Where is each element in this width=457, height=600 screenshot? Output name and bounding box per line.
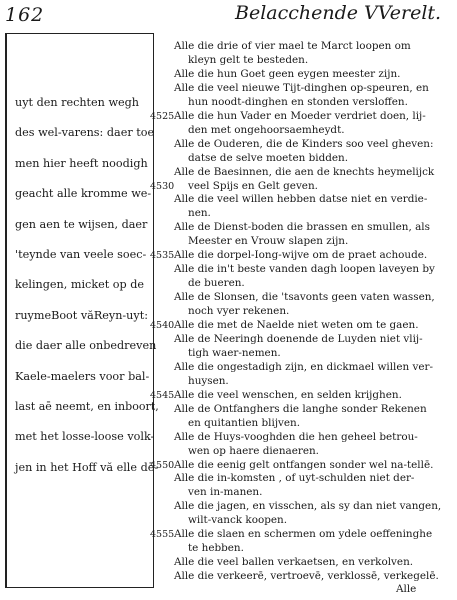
text-line: Alle die hun Vader en Moeder verdriet doen, lij- bbox=[174, 109, 426, 122]
text-line: Alle die met de Naelde niet weten om te gaen. bbox=[174, 319, 419, 331]
margin-line: jen in het Hoff vă elle dē- bbox=[15, 460, 159, 474]
margin-line: Kaele-maelers voor bal- bbox=[15, 369, 150, 383]
text-line: hun noodt-dinghen en stonden versloffen. bbox=[188, 95, 408, 108]
line-number: 4530 bbox=[150, 180, 175, 192]
line-number: 4550 bbox=[150, 459, 175, 471]
text-line: Alle de Baesinnen, die aen de knechts heymelijck bbox=[174, 165, 435, 178]
margin-line: 'teynde van veele soec- bbox=[15, 248, 147, 261]
text-line: Alle die veel wenschen, en selden krijghen. bbox=[174, 388, 402, 401]
text-line: noch vyer rekenen. bbox=[188, 305, 290, 318]
text-line: Alle die veel willen hebben datse niet en verdie- bbox=[174, 193, 428, 206]
text-line: Alle die in't beste vanden dagh loopen laveyen by bbox=[174, 263, 435, 276]
catchword: Alle bbox=[396, 583, 417, 595]
text-line: Alle de Neeringh doenende de Luyden niet vlij- bbox=[174, 332, 423, 345]
text-line: huysen. bbox=[188, 374, 229, 387]
text-line: Alle die ongestadigh zijn, en dickmael willen ver- bbox=[174, 360, 433, 373]
margin-line: ruymeBoot văReyn-uyt: bbox=[15, 308, 148, 322]
text-line: Alle die jagen, en visschen, als sy dan niet vangen, bbox=[174, 500, 442, 513]
text-line: Alle die slaen en schermen om ydele oeffeninghe bbox=[174, 528, 433, 541]
text-line: Alle de Ontfanghers die langhe sonder Rekenen bbox=[174, 402, 427, 415]
margin-line: men hier heeft noodigh bbox=[15, 156, 148, 170]
line-number: 4545 bbox=[150, 389, 175, 401]
text-line: Alle die verkeerē, vertroevē, verklossē, verkegelē. bbox=[174, 570, 439, 583]
text-line: Alle die in-komsten , of uyt-schulden niet der- bbox=[174, 472, 415, 485]
text-line: Alle die veel ballen verkaetsen, en verkolven. bbox=[174, 556, 414, 569]
margin-line: die daer alle onbedreven bbox=[15, 339, 157, 353]
margin-line: des wel-varens: daer toe bbox=[15, 126, 155, 140]
text-line: Alle de Huys-vooghden die hen geheel betrou- bbox=[174, 430, 418, 443]
text-line: de bueren. bbox=[188, 277, 245, 290]
text-line: Alle die hun Goet geen eygen meester zijn. bbox=[174, 67, 401, 80]
running-title: Belacchende VVerelt. bbox=[235, 2, 442, 24]
text-line: te hebben. bbox=[188, 542, 244, 555]
margin-line: met het losse-loose volk- bbox=[15, 430, 155, 444]
line-number: 4535 bbox=[150, 250, 175, 262]
line-number: 4555 bbox=[150, 529, 175, 541]
text-line: Alle de Slonsen, die 'tsavonts geen vaten wassen, bbox=[174, 291, 435, 304]
line-number: 4540 bbox=[150, 320, 175, 331]
text-line: ven in-manen. bbox=[188, 486, 263, 499]
text-line: Alle die drie of vier mael te Marct loopen om bbox=[174, 40, 411, 52]
margin-line: geacht alle kromme we- bbox=[15, 187, 152, 201]
text-line: en quitantien blijven. bbox=[188, 416, 301, 429]
text-line: kleyn gelt te besteden. bbox=[188, 53, 309, 66]
text-line: veel Spijs en Gelt geven. bbox=[188, 179, 318, 192]
text-line: Alle de Ouderen, die de Kinders soo veel gheven: bbox=[174, 137, 434, 150]
page-number: 162 bbox=[5, 4, 45, 26]
text-line: Alle die dorpel-Iong-wijve om de praet achoude. bbox=[174, 249, 428, 262]
text-line: tigh waer-nemen. bbox=[188, 346, 281, 359]
text-line: Meester en Vrouw slapen zijn. bbox=[188, 235, 349, 248]
text-line: Alle die eenig gelt ontfangen sonder wel na-tellē. bbox=[174, 458, 434, 471]
text-line: den met ongehoorsaemheydt. bbox=[188, 123, 345, 136]
line-number: 4525 bbox=[150, 110, 175, 122]
margin-line: kelingen, micket op de bbox=[15, 278, 145, 292]
margin-line: last aē neemt, en inboort, bbox=[15, 400, 159, 413]
text-line: Alle de Dienst-boden die brassen en smullen, als bbox=[174, 221, 430, 234]
text-line: datse de selve moeten bidden. bbox=[188, 151, 349, 164]
text-line: wen op haere dienaeren. bbox=[188, 444, 319, 457]
margin-line: gen aen te wijsen, daer bbox=[15, 217, 148, 231]
text-line: wilt-vanck koopen. bbox=[188, 514, 288, 527]
text-line: Alle die veel nieuwe Tijt-dinghen op-speuren, en bbox=[174, 81, 429, 94]
text-line: nen. bbox=[188, 207, 211, 220]
margin-line: uyt den rechten wegh bbox=[15, 96, 140, 109]
